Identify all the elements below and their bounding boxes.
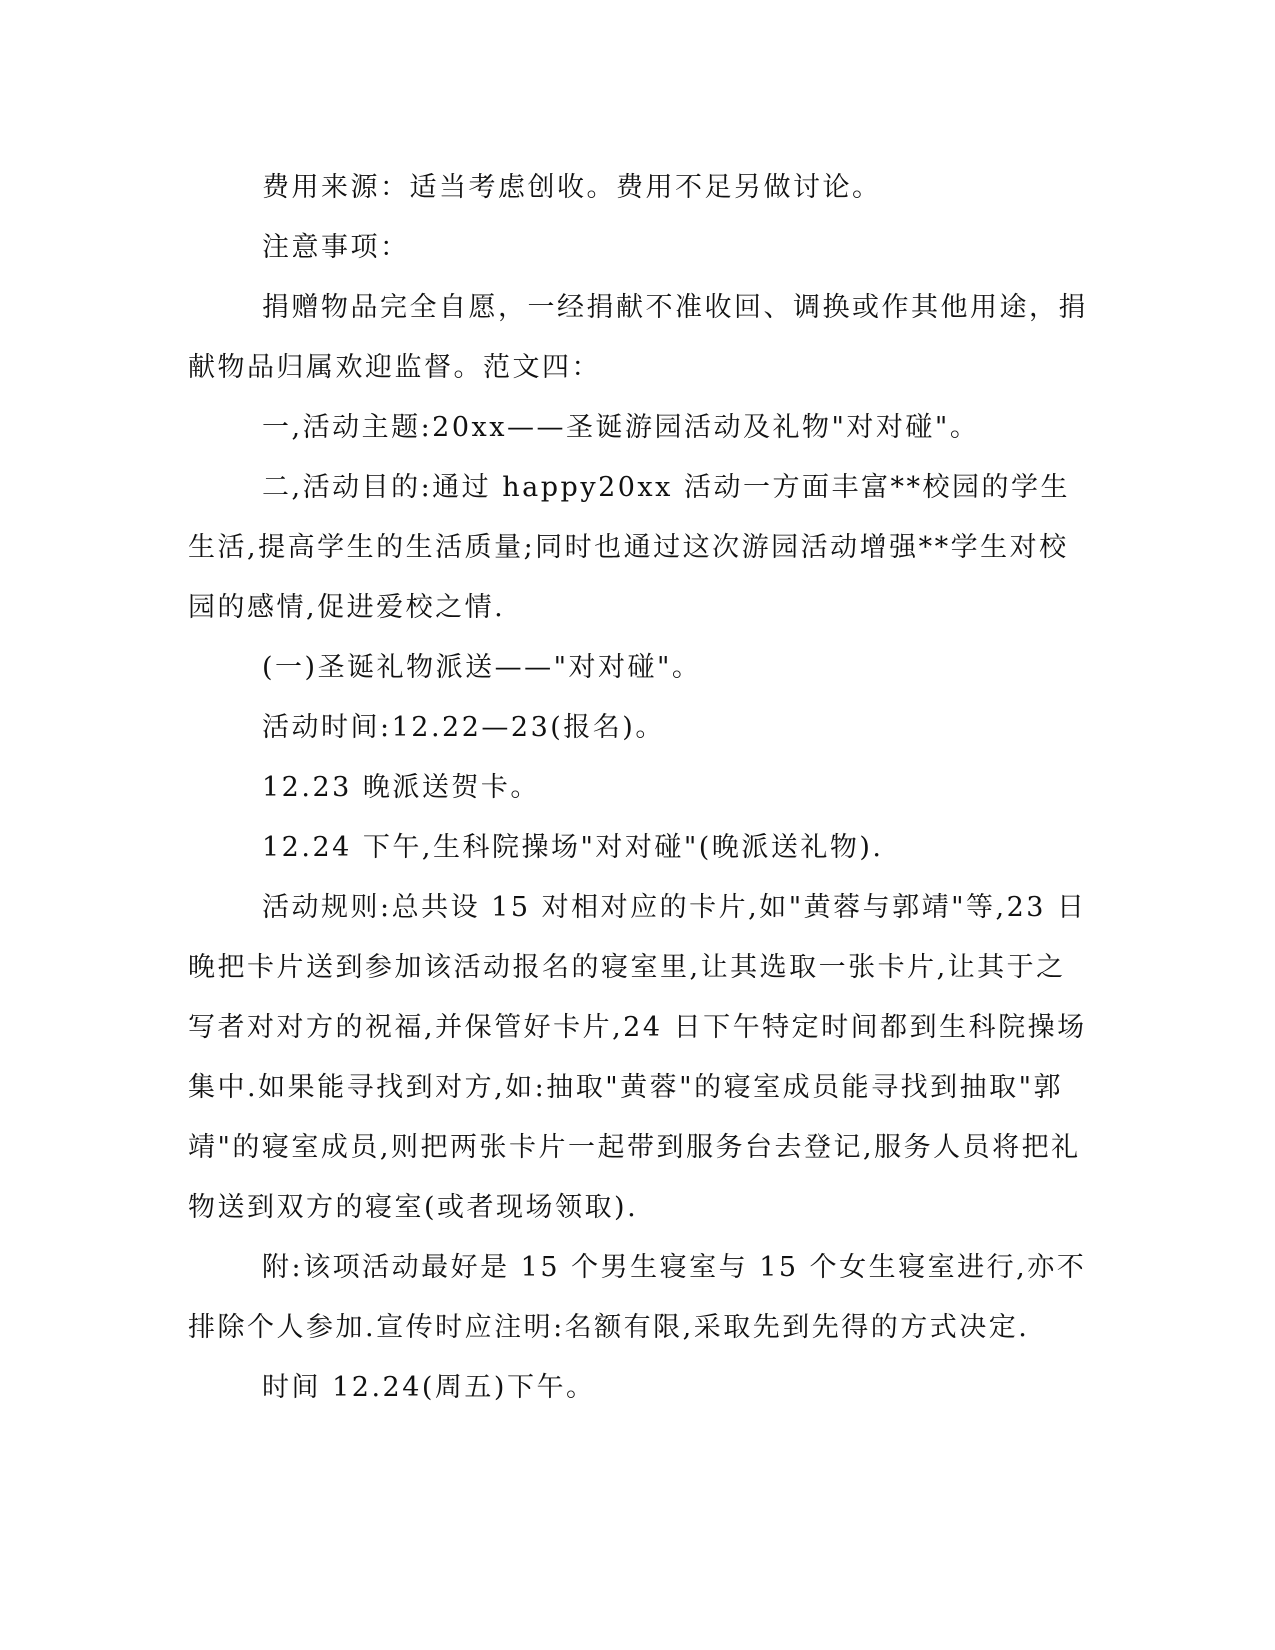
- paragraph-activity-time: 活动时间:12.22—23(报名)。: [262, 712, 665, 743]
- document-body: [188, 158, 1088, 1418]
- paragraph-appendix: 附:该项活动最好是 15 个男生寝室与 15 个女生寝室进行,亦不排除个人参加.宣传时应注明:名额有限,采取先到先得的方式决定.: [188, 1252, 1087, 1343]
- paragraph-activity-theme: 一,活动主题:20xx——圣诞游园活动及礼物"对对碰"。: [262, 412, 980, 443]
- paragraph-matching-event: 12.24 下午,生科院操场"对对碰"(晚派送礼物).: [262, 832, 884, 863]
- paragraph-event-time: 时间 12.24(周五)下午。: [262, 1372, 596, 1403]
- paragraph-card-delivery: 12.23 晚派送贺卡。: [262, 772, 540, 803]
- paragraph-donation-notice: 捐赠物品完全自愿，一经捐献不准收回、调换或作其他用途，捐献物品归属欢迎监督。范文四：: [188, 292, 1088, 383]
- paragraph-funding-source: 费用来源：适当考虑创收。费用不足另做讨论。: [262, 172, 882, 203]
- paragraph-notes-heading: 注意事项：: [262, 232, 410, 263]
- paragraph-activity-rules: 活动规则:总共设 15 对相对应的卡片,如"黄蓉与郭靖"等,23 日晚把卡片送到参加该活动报名的寝室里,让其选取一张卡片,让其于之写者对对方的祝福,并保管好卡片,24 日下午特定时间都到生科院操场集中.如果能寻找到对方,如:抽取"黄蓉"的寝室成员能寻找到抽取"郭靖"的寝室成员,则把两张卡片一起带到服务台去登记,服务人员将把礼物送到双方的寝室(或者现场领取).: [188, 892, 1087, 1223]
- paragraph-activity-purpose: 二,活动目的:通过 happy20xx 活动一方面丰富**校园的学生生活,提高学生的生活质量;同时也通过这次游园活动增强**学生对校园的感情,促进爱校之情.: [188, 472, 1070, 623]
- paragraph-gift-delivery: (一)圣诞礼物派送——"对对碰"。: [262, 652, 702, 683]
